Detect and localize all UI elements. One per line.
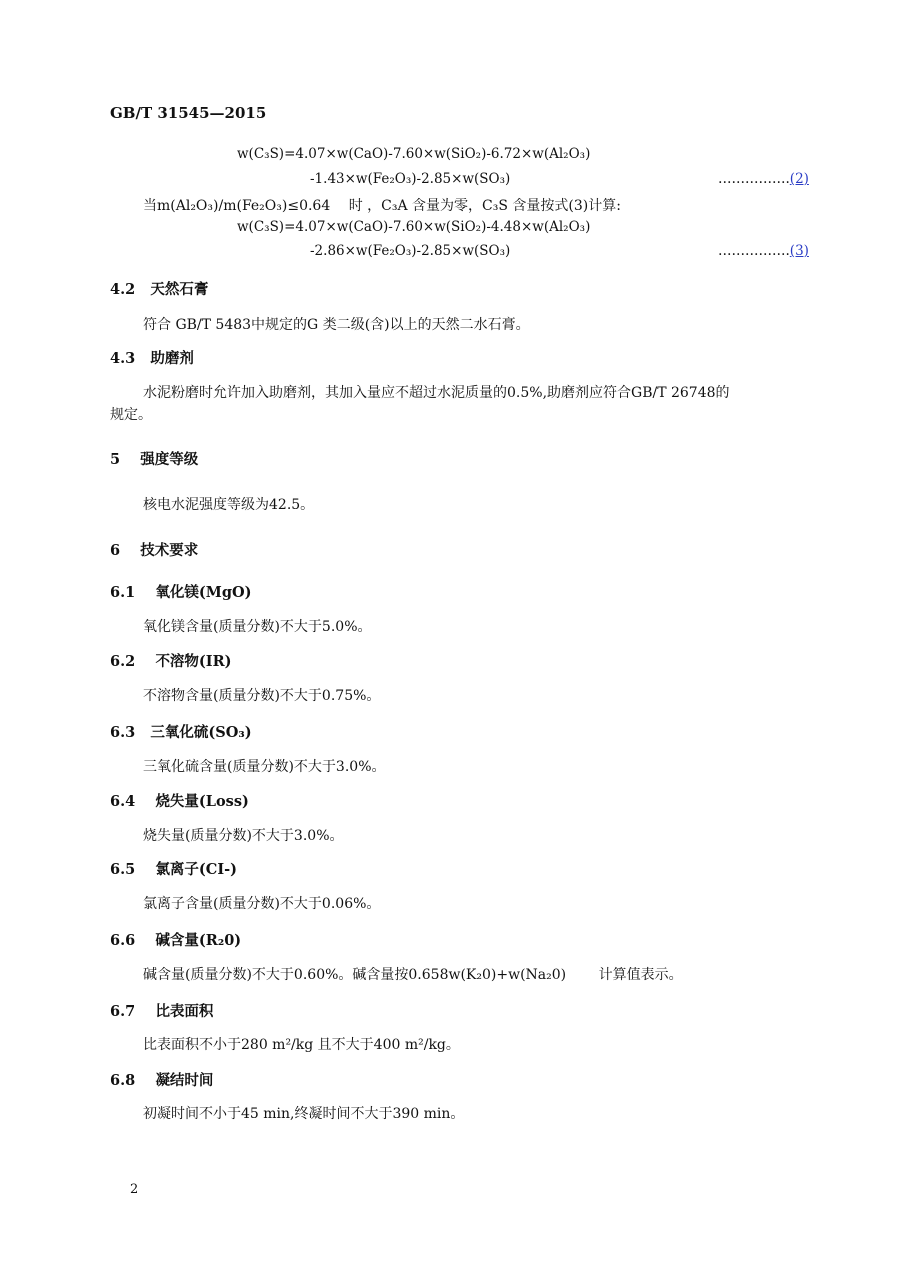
section-4-2-title: 天然石膏 (150, 281, 209, 298)
section-4-3-number: 4.3 (110, 350, 136, 367)
section-4-3-heading (110, 347, 194, 368)
section-6-title: 技术要求 (140, 542, 199, 559)
section-6-1-heading (110, 581, 251, 602)
section-6-1-title: 氧化镁(MgO) (155, 584, 252, 601)
section-6-6-title: 碱含量(R₂0) (155, 932, 242, 949)
document-id: GB/T 31545—2015 (110, 104, 267, 122)
formula-3-link[interactable]: (3) (789, 243, 809, 259)
section-6-8-title: 凝结时间 (155, 1072, 214, 1089)
formula-3-dots: ……………. (718, 243, 790, 259)
section-4-2-heading (110, 278, 208, 299)
section-4-3-text-line-2: 规定。 (110, 407, 152, 423)
section-6-7-heading (110, 1000, 213, 1021)
section-5-text: 核电水泥强度等级为42.5。 (143, 497, 315, 513)
section-6-3-text: 三氧化硫含量(质量分数)不大于3.0%。 (143, 759, 386, 775)
formula-2-line-1: w(C₃S)=4.07×w(CaO)-7.60×w(SiO₂)-6.72×w(Al₂O₃) (237, 146, 591, 162)
section-6-5-text: 氯离子含量(质量分数)不大于0.06%。 (143, 896, 381, 912)
section-6-5-number: 6.5 (110, 861, 136, 878)
condition-text: 当m(Al₂O₃)/m(Fe₂O₃)≤0.64 时 ，C₃A 含量为零，C₃S 含量按式(3)计算: (143, 198, 621, 214)
section-6-2-title: 不溶物(IR) (155, 653, 232, 670)
section-6-heading (110, 539, 198, 560)
section-6-7-text: 比表面积不小于280 m²/kg 且不大于400 m²/kg。 (143, 1037, 460, 1053)
section-6-5-heading (110, 858, 237, 879)
formula-3-number (718, 243, 809, 259)
section-6-4-title: 烧失量(Loss) (155, 793, 249, 810)
section-6-6-text: 碱含量(质量分数)不大于0.60%。碱含量按0.658w(K₂0)+w(Na₂0) 计算值表示。 (143, 967, 683, 983)
section-4-3-title: 助磨剂 (150, 350, 194, 367)
formula-2-line-2: -1.43×w(Fe₂O₃)-2.85×w(SO₃) (310, 171, 511, 187)
formula-3-line-1: w(C₃S)=4.07×w(CaO)-7.60×w(SiO₂)-4.48×w(Al₂O₃) (237, 219, 591, 235)
section-6-6-number: 6.6 (110, 932, 136, 949)
section-6-7-title: 比表面积 (155, 1003, 214, 1020)
section-6-2-number: 6.2 (110, 653, 136, 670)
section-6-3-heading (110, 721, 252, 742)
section-4-3-text-line-1: 水泥粉磨时允许加入助磨剂，其加入量应不超过水泥质量的0.5%,助磨剂应符合GB/T 26748的 (143, 385, 730, 401)
section-6-1-number: 6.1 (110, 584, 136, 601)
formula-2-number (718, 171, 809, 187)
page-number: 2 (130, 1182, 139, 1197)
section-6-3-number: 6.3 (110, 724, 136, 741)
section-6-7-number: 6.7 (110, 1003, 136, 1020)
formula-3-line-2: -2.86×w(Fe₂O₃)-2.85×w(SO₃) (310, 243, 511, 259)
section-6-4-text: 烧失量(质量分数)不大于3.0%。 (143, 828, 344, 844)
section-4-2-text: 符合 GB/T 5483中规定的G 类二级(含)以上的天然二水石膏。 (143, 317, 530, 333)
section-6-8-number: 6.8 (110, 1072, 136, 1089)
section-6-4-heading (110, 790, 249, 811)
section-4-2-number: 4.2 (110, 281, 136, 298)
section-6-8-text: 初凝时间不小于45 min,终凝时间不大于390 min。 (143, 1106, 465, 1122)
section-6-3-title: 三氧化硫(SO₃) (150, 724, 252, 741)
formula-2-link[interactable]: (2) (789, 171, 809, 187)
section-5-heading (110, 448, 198, 469)
section-6-4-number: 6.4 (110, 793, 136, 810)
section-6-1-text: 氧化镁含量(质量分数)不大于5.0%。 (143, 619, 372, 635)
section-5-title: 强度等级 (140, 451, 199, 468)
section-6-8-heading (110, 1069, 213, 1090)
section-6-2-heading (110, 650, 232, 671)
section-6-6-heading (110, 929, 241, 950)
section-5-number: 5 (110, 451, 121, 468)
section-6-number: 6 (110, 542, 121, 559)
section-6-2-text: 不溶物含量(质量分数)不大于0.75%。 (143, 688, 381, 704)
section-6-5-title: 氯离子(CI-) (155, 861, 237, 878)
formula-2-dots: ……………. (718, 171, 790, 187)
